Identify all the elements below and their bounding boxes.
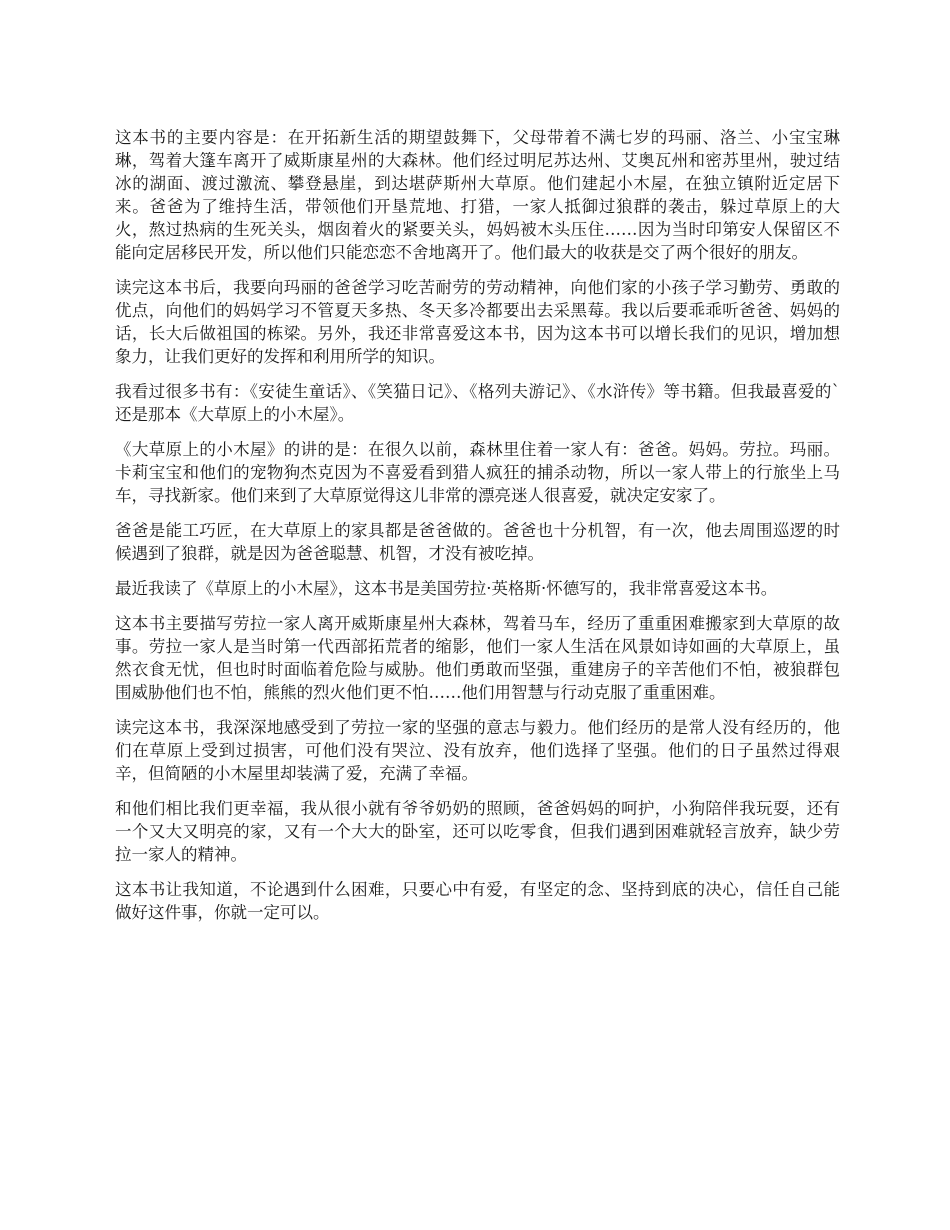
paragraph-feelings: 读完这本书，我深深地感受到了劳拉一家的坚强的意志与毅力。他们经历的是常人没有经历的，他们在草原上受到过损害，可他们没有哭泣、没有放弃，他们选择了坚强。他们的日子虽然过得艰辛，但简陋的小木屋里却装满了爱，充满了幸福。 bbox=[115, 718, 840, 783]
paragraph-lessons: 读完这本书后，我要向玛丽的爸爸学习吃苦耐劳的劳动精神，向他们家的小孩子学习勤劳、勇敢的优点，向他们的妈妈学习不管夏天多热、冬天多冷都要出去采黑莓。我以后要乖乖听爸爸、妈妈的话，长大后做祖国的栋梁。另外，我还非常喜爱这本书，因为这本书可以增长我们的见识，增加想象力，让我们更好的发挥和利用所学的知识。 bbox=[115, 278, 840, 366]
paragraph-summary: 这本书的主要内容是：在开拓新生活的期望鼓舞下，父母带着不满七岁的玛丽、洛兰、小宝宝琳琳，驾着大篷车离开了威斯康星州的大森林。他们经过明尼苏达州、艾奥瓦州和密苏里州，驶过结冰的湖面、渡过激流、攀登悬崖，到达堪萨斯州大草原。他们建起小木屋，在独立镇附近定居下来。爸爸为了维持生活，带领他们开垦荒地、打猎，一家人抵御过狼群的袭击，躲过草原上的大火，熬过热病的生死关头，烟囱着火的紧要关头，妈妈被木头压住……因为当时印第安人保留区不能向定居移民开发，所以他们只能恋恋不舍地离开了。他们最大的收获是交了两个很好的朋友。 bbox=[115, 128, 840, 262]
paragraph-books-read: 我看过很多书有：《安徒生童话》、《笑猫日记》、《格列夫游记》、《水浒传》等书籍。但我最喜爱的`还是那本《大草原上的小木屋》。 bbox=[115, 382, 840, 424]
paragraph-recent-reading: 最近我读了《草原上的小木屋》，这本书是美国劳拉·英格斯·怀德写的，我非常喜爱这本书。 bbox=[115, 579, 778, 598]
paragraph-comparison: 和他们相比我们更幸福，我从很小就有爷爷奶奶的照顾，爸爸妈妈的呵护，小狗陪伴我玩耍，还有一个又大又明亮的家，又有一个大大的卧室，还可以吃零食，但我们遇到困难就轻言放弃，缺少劳拉一家人的精神。 bbox=[115, 799, 840, 864]
paragraph-plot: 这本书主要描写劳拉一家人离开威斯康星州大森林，驾着马车，经历了重重困难搬家到大草原的故事。劳拉一家人是当时第一代西部拓荒者的缩影，他们一家人生活在风景如诗如画的大草原上，虽然衣食无忧，但也时时面临着危险与威胁。他们勇敢而坚强，重建房子的辛苦他们不怕，被狼群包围威胁他们也不怕，熊熊的烈火他们更不怕……他们用智慧与行动克服了重重困难。 bbox=[115, 614, 840, 702]
document-body bbox=[115, 126, 840, 936]
paragraph-father: 爸爸是能工巧匠，在大草原上的家具都是爸爸做的。爸爸也十分机智，有一次，他去周围巡逻的时候遇到了狼群，就是因为爸爸聪慧、机智，才没有被吃掉。 bbox=[115, 521, 840, 563]
paragraph-conclusion: 这本书让我知道，不论遇到什么困难，只要心中有爱，有坚定的念、坚持到底的决心，信任自己能做好这件事，你就一定可以。 bbox=[115, 880, 840, 922]
paragraph-story: 《大草原上的小木屋》的讲的是：在很久以前，森林里住着一家人有：爸爸。妈妈。劳拉。玛丽。卡莉宝宝和他们的宠物狗杰克因为不喜爱看到猎人疯狂的捕杀动物，所以一家人带上的行旅坐上马车，寻找新家。他们来到了大草原觉得这儿非常的漂亮迷人很喜爱，就决定安家了。 bbox=[115, 440, 840, 505]
